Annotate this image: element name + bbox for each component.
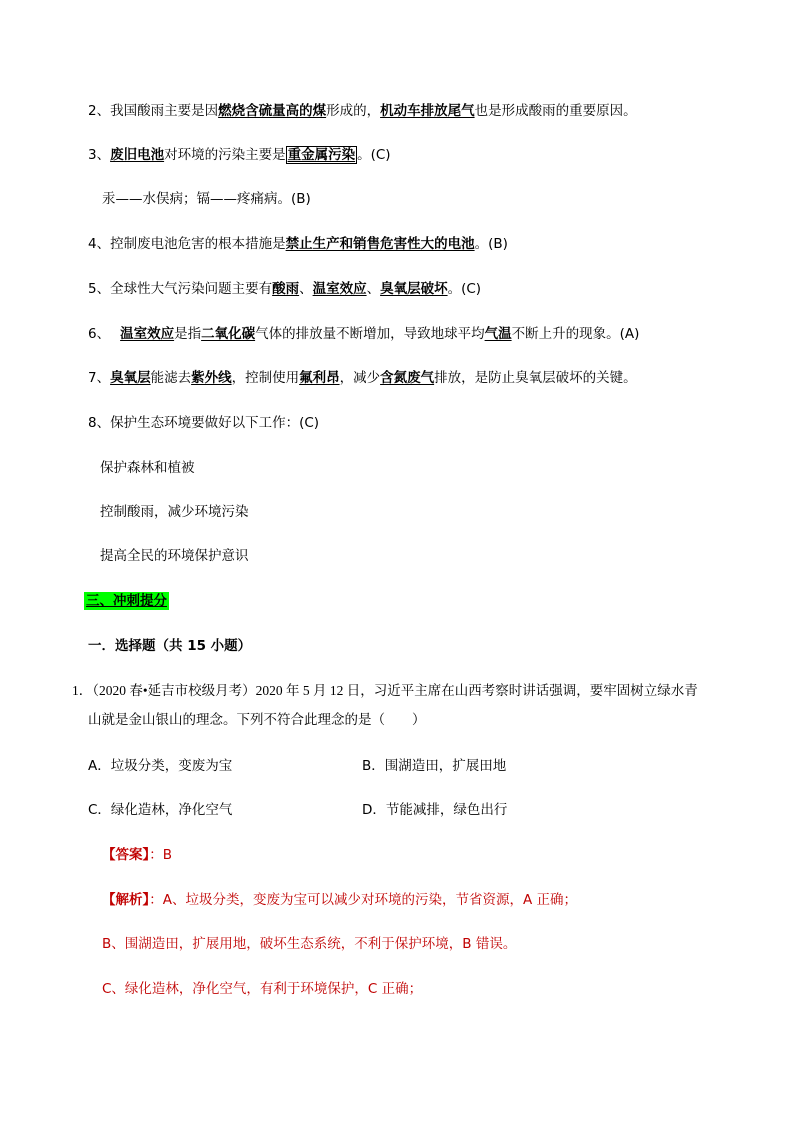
item-number: 2、 [88,103,111,119]
section-heading-text: 三、冲刺提分 [86,593,167,609]
text: 全球性大气污染问题主要有 [110,281,273,297]
section-heading [84,592,169,610]
answer-line [102,846,172,864]
item-8-list-item: 保护森林和植被 [100,460,195,476]
answer-tag: 【答案】 [102,847,150,863]
text: 、 [366,281,381,297]
keyword: 禁止生产和销售危害性大的电池 [285,236,475,252]
text: 是指 [174,326,202,342]
analysis-text: ：A、垃圾分类，变废为宝可以减少对环境的污染，节省资源，A 正确； [149,892,578,908]
text: 控制废电池危害的根本措施是 [110,236,286,252]
section-subheading: 一．选择题（共 15 小题） [88,638,252,654]
item-number: 3、 [88,147,111,163]
question-1-line-2: 山就是金山银山的理念。下列不符合此理念的是（ ） [88,712,426,728]
text: 对环境的污染主要是 [164,147,286,163]
analysis-tag: 【解析】 [102,892,150,908]
option-c: C．绿化造林，净化空气 [88,802,233,818]
text: ，控制使用 [231,370,300,386]
item-2 [88,102,637,120]
item-6 [88,325,639,343]
boxed-keyword: 重金属污染 [287,147,356,163]
keyword: 温室效应 [312,281,367,297]
text: 保护生态环境要做好以下工作：(C) [110,415,320,431]
item-8 [88,414,319,432]
option-a: A．垃圾分类，变废为宝 [88,758,233,774]
analysis-line-2: B、围湖造田，扩展用地，破坏生态系统，不利于保护环境，B 错误。 [102,936,517,952]
option-d: D．节能减排，绿色出行 [362,802,508,818]
item-8-list-item: 控制酸雨，减少环境污染 [100,504,249,520]
keyword: 含氮废气 [380,370,435,386]
item-7 [88,369,637,387]
option-b: B．围湖造田，扩展田地 [362,758,507,774]
item-5 [88,280,481,298]
text: 不断上升的现象。(A) [511,326,640,342]
item-3-sub: 汞——水俣病；镉——疼痛病。(B) [102,191,311,207]
keyword: 废旧电池 [110,147,165,163]
item-number: 4、 [88,236,111,252]
answer-value: ：B [149,847,173,863]
keyword: 臭氧层 [110,370,151,386]
keyword: 温室效应 [120,326,175,342]
text: 。(C) [357,147,391,163]
item-3 [88,146,391,164]
keyword: 酸雨 [272,281,300,297]
keyword: 紫外线 [191,370,232,386]
text: 。(B) [474,236,508,252]
analysis-line-1 [102,891,577,909]
text: 能滤去 [150,370,192,386]
item-number: 6、 [88,326,111,342]
item-number: 8、 [88,415,111,431]
question-number: 1． [72,683,93,698]
question-text: （2020 春•延吉市校级月考）2020 年 5 月 12 日，习近平主席在山西考察时讲话强调，要牢固树立绿水青 [92,683,698,698]
item-number: 5、 [88,281,111,297]
keyword: 臭氧层破坏 [380,281,448,297]
text: 、 [299,281,313,297]
item-number: 7、 [88,370,111,386]
text: ，减少 [339,370,381,386]
question-1-line-1 [72,682,698,700]
text: 排放，是防止臭氧层破坏的关键。 [434,370,637,386]
keyword: 机动车排放尾气 [380,103,475,119]
text: 也是形成酸雨的重要原因。 [474,103,637,119]
keyword: 二氧化碳 [201,326,256,342]
item-4 [88,235,508,253]
text: 形成的， [326,103,381,119]
text: 气体的排放量不断增加，导致地球平均 [255,326,485,342]
text: 我国酸雨主要是因 [110,103,219,119]
keyword: 气温 [484,326,512,342]
item-8-list-item: 提高全民的环境保护意识 [100,548,249,564]
text: 。(C) [447,281,482,297]
analysis-line-3: C、绿化造林，净化空气，有利于环境保护，C 正确； [102,981,423,997]
keyword: 氟利昂 [299,370,340,386]
keyword: 燃烧含硫量高的煤 [218,103,327,119]
